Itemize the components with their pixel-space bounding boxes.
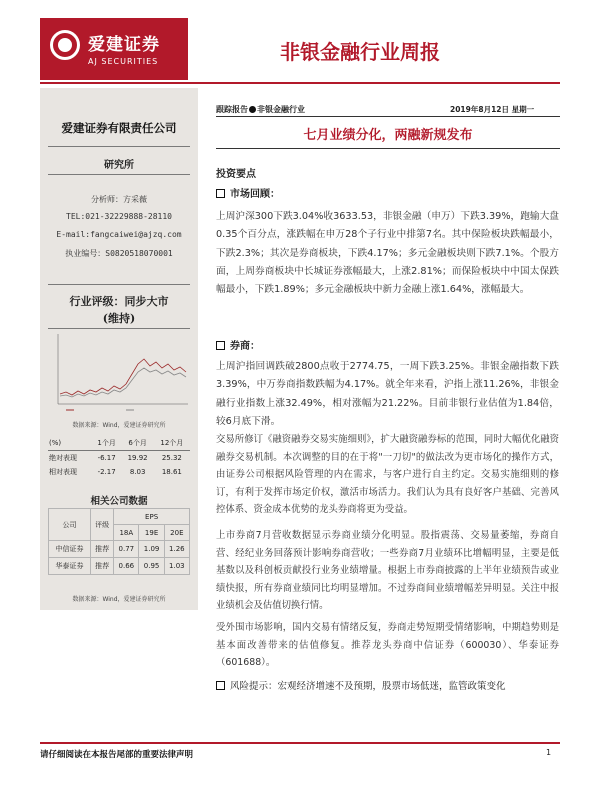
brokers-paragraph-3: 上市券商7月营收数据显示券商业绩分化明显。股指震荡、交易量萎缩，券商自营、经纪业务回落预计影响券商营收；一些券商7月业绩环比增幅明显，主要是低基数以及科创板贡献投行业务业绩增量。根据上市券商披露的上半年业绩预告或业绩快报，所有券商业绩同比均明显增加。不过券商间业绩增幅差异明显。关注中报业绩机会及估值切换行情。	[216, 530, 559, 611]
section-brokers	[216, 337, 260, 352]
industry-rating	[40, 293, 198, 327]
sidebar-divider	[48, 284, 190, 285]
table-header: 18A	[114, 525, 139, 541]
table-row	[48, 451, 190, 466]
table-cell: 0.77	[114, 541, 139, 558]
report-date: 2019年8月12日 星期一	[450, 105, 535, 114]
page-number: 1	[546, 748, 552, 757]
performance-chart-svg	[52, 334, 188, 416]
section-market-review	[216, 185, 280, 200]
table-cell: 8.03	[129, 468, 146, 476]
benchmark-index-line	[60, 368, 186, 397]
logo	[40, 18, 188, 80]
table-row	[49, 558, 190, 575]
table-cell: 相对表现	[49, 468, 77, 476]
table-cell: 1.03	[164, 558, 189, 575]
sidebar-divider	[48, 146, 190, 147]
table-header: (%)	[49, 439, 62, 447]
document-title: 七月业绩分化，两融新规发布	[303, 128, 473, 143]
legal-notice: 请仔细阅读在本报告尾部的重要法律声明	[40, 750, 194, 760]
table-cell: 华泰证券	[49, 558, 91, 575]
department-label: 研究所	[104, 160, 134, 171]
rating-label: 行业评级：同步大市	[69, 295, 169, 308]
brokers-paragraph-4: 受外围市场影响，国内交易有情绪反复，券商走势短期受情绪影响，中期趋势则是基本面改善带来的估值修复。推荐龙头券商中信证券（600030）、华泰证券（601688）。	[216, 622, 559, 668]
brokers-paragraph-2: 交易所修订《融资融券交易实施细则》，扩大融资融券标的范围，同时大幅优化融资融券交易机制。本次调整的目的在于将"一刀切"的做法改为更市场化的操作方式，由证券公司根据风险管理的内在需求，与客户进行自主约定。交易实施细则的修订，有利于发挥市场定价权，激活市场活力。我们认为具有良好客户基础、完善风控体系、资金成本优势的龙头券商将更为受益。	[216, 434, 559, 515]
table-cell: -2.17	[97, 468, 116, 476]
table-header: 6个月	[128, 439, 147, 447]
index-performance-chart	[52, 334, 188, 404]
analyst-email[interactable]: E-mail:fangcaiwei@ajzq.com	[56, 230, 182, 239]
investment-highlights-heading: 投资要点	[216, 169, 256, 180]
performance-table	[48, 436, 190, 479]
rating-status: (维持)	[102, 312, 136, 325]
footer-divider	[40, 742, 560, 744]
related-companies-table	[48, 508, 190, 575]
table-header: 评级	[91, 509, 114, 541]
logo-chinese-text: 爱建证券	[88, 35, 160, 55]
analyst-tel: TEL:021-32229888-28110	[66, 212, 172, 221]
logo-english-text: AJ SECURITIES	[88, 57, 159, 66]
table-row	[49, 541, 190, 558]
brokers-paragraph-1: 上周沪指回调跌破2800点收于2774.75，一周下跌3.25%。非银金融指数下跌3.39%，中万券商指数跌幅为4.17%。就全年来看，沪指上涨11.26%，非银金融行业指数上涨32.49%，相对涨幅为21.22%。目前非银行业估值为1.84倍，较6月底下滑。	[216, 361, 559, 427]
related-source-note: 数据来源：Wind，爱建证券研究所	[72, 596, 166, 603]
table-header: 19E	[139, 525, 164, 541]
table-header: 公司	[49, 509, 91, 541]
report-type-label: 跟踪报告	[216, 105, 248, 114]
table-cell: 推荐	[91, 541, 114, 558]
checkbox-square-icon	[216, 681, 225, 690]
report-sector-label: 非银金融行业	[257, 105, 305, 114]
left-sidebar	[40, 88, 198, 610]
table-header: 12个月	[160, 439, 184, 447]
report-type	[216, 104, 305, 115]
chart-source-note: 数据来源：Wind，爱建证券研究所	[72, 422, 166, 429]
analyst-name: 分析师：方采薇	[91, 195, 147, 204]
risk-warning	[216, 678, 506, 692]
logo-emblem-icon	[50, 30, 80, 60]
table-cell: 0.95	[139, 558, 164, 575]
sidebar-divider	[48, 328, 190, 329]
section-heading: 券商：	[230, 341, 260, 352]
table-header: EPS	[114, 509, 190, 525]
table-cell: 1.26	[164, 541, 189, 558]
section-heading: 市场回顾：	[230, 189, 280, 200]
report-title: 非银金融行业周报	[280, 40, 440, 64]
content-divider	[216, 148, 560, 149]
table-cell: 18.61	[161, 468, 182, 476]
sidebar-divider	[48, 174, 190, 175]
table-cell: 25.32	[161, 454, 182, 462]
table-header-row	[49, 509, 190, 525]
risk-warning-text: 风险提示：宏观经济增速不及预期，股票市场低迷，监管政策变化	[230, 681, 506, 692]
table-row	[48, 465, 190, 479]
table-cell: 推荐	[91, 558, 114, 575]
analyst-cert-number: 执业编号：S0820518070001	[65, 249, 173, 258]
market-review-paragraph: 上周沪深300下跌3.04%收3633.53，非银金融（申万）下跌3.39%，跑输大盘0.35个百分点，涨跌幅在申万28个子行业中排第7名。其中保险板块跌幅最小，下跌2.3%；其次是券商板块，下跌4.17%；多元金融板块则下跌7.1%。个股方面，上周券商板块中长城证券涨幅最大，上涨2.81%；而保险板块中中国太保跌幅最小，下跌1.89%；多元金融板块中新力金融上涨1.64%，涨幅最大。	[216, 211, 559, 296]
table-header-row	[48, 436, 190, 451]
table-header: 1个月	[97, 439, 116, 447]
table-header: 20E	[164, 525, 189, 541]
table-cell: -6.17	[97, 454, 116, 462]
related-companies-title: 相关公司数据	[90, 496, 148, 507]
checkbox-square-icon	[216, 189, 225, 198]
checkbox-square-icon	[216, 341, 225, 350]
table-cell: 19.92	[127, 454, 148, 462]
table-cell: 绝对表现	[49, 454, 77, 462]
bullet-dot-icon	[249, 106, 256, 113]
table-cell: 1.09	[139, 541, 164, 558]
header-divider	[40, 82, 560, 84]
table-cell: 0.66	[114, 558, 139, 575]
table-cell: 中信证券	[49, 541, 91, 558]
firm-name: 爱建证券有限责任公司	[61, 121, 177, 135]
content-divider	[216, 116, 560, 117]
